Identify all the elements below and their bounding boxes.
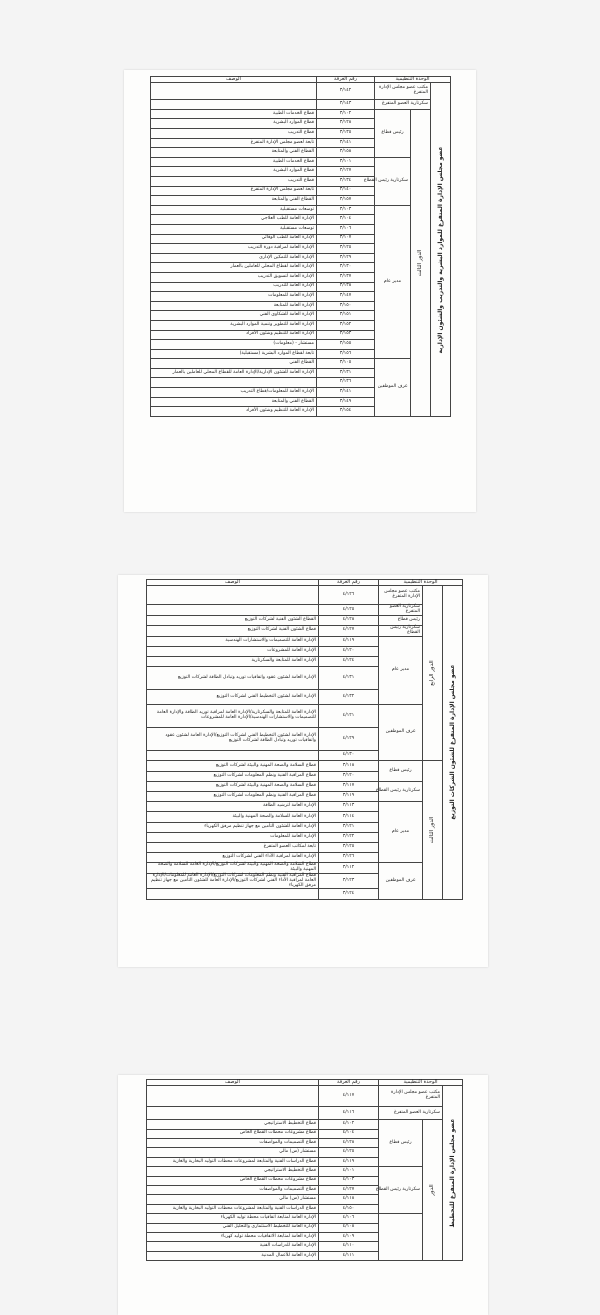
desc-cell: الإدارة العامة للتطوير وتنمية الموارد البشرية <box>151 320 317 330</box>
room-cell: ٤/١١٧ <box>319 1086 379 1107</box>
desc-cell: مستشار (س) مالي <box>147 1195 319 1204</box>
desc-cell: الإدارة العامة للتصميمات والاستشارات الهندسية <box>147 636 319 646</box>
room-cell: ٣/١٥٠ <box>317 301 375 311</box>
room-cell: ٣/١٤٩ <box>317 397 375 407</box>
room-cell: ٤/١٢١ <box>319 705 379 728</box>
room-header: رقم الغرفة <box>317 77 375 83</box>
unit-cell: رئيس قطاع <box>379 615 423 625</box>
room-cell: ٣/١٠٣ <box>317 205 375 215</box>
room-cell: ٤/١٢٠ <box>319 646 379 656</box>
room-cell: ٣/١٢٥ <box>319 842 379 852</box>
room-header: رقم الغرفة <box>319 1080 379 1086</box>
room-cell: ٣/١١٨ <box>319 761 379 771</box>
desc-cell: قطاع الموارد البشرية <box>151 167 317 177</box>
desc-cell: قطاع التصميمات والمواصفات <box>147 1185 319 1194</box>
room-cell: ٤/١٥٠ <box>319 1204 379 1213</box>
document-page-1 <box>124 70 476 512</box>
desc-cell <box>147 1107 319 1120</box>
desc-cell: الإدارة العامة لترشيد الطاقة <box>147 802 319 812</box>
desc-cell: الإدارة العامة للمتابعة والسكرتارية/الإدارة العامة لمراقبة توريد الطاقة والإدارة العامة للتصميمات والاستشارات الهندسية/الإدارة العامة للمشروعات <box>147 705 319 728</box>
table-row <box>147 586 463 605</box>
floor-label-text: الدور الثالث <box>416 249 423 277</box>
desc-cell: الإدارة العامة للطب الوقائي <box>151 234 317 244</box>
table-row <box>147 605 463 616</box>
table-row <box>147 626 463 637</box>
room-cell: ٤/١٢٨ <box>319 615 379 625</box>
room-cell: ٣/١١٤ <box>319 812 379 822</box>
unit-header: الوحدة التنظيمية <box>379 580 463 586</box>
room-cell: ٤/١١١ <box>319 1251 379 1260</box>
room-cell: ٤/١٢٩ <box>319 728 379 751</box>
desc-cell: القطاع الفني والمتابعة <box>151 397 317 407</box>
unit-group-cell: رئيس قطاع <box>379 1120 423 1167</box>
table-row <box>147 636 463 646</box>
table-row <box>151 109 451 119</box>
room-cell: ٣/١١٩ <box>319 792 379 802</box>
table-row <box>151 359 451 369</box>
room-cell: ٣/١٤٣ <box>317 100 375 110</box>
room-cell: ٣/١٢٥ <box>317 244 375 254</box>
room-cell: ٣/١٢٢ <box>319 832 379 842</box>
room-cell: ٤/١٢٥ <box>319 605 379 616</box>
desc-cell: الإدارة العامة للطب العلاجي <box>151 215 317 225</box>
room-cell: ٣/١٥٢ <box>317 320 375 330</box>
room-table-page-3 <box>146 1079 463 1261</box>
room-cell: ٣/١٣٧ <box>317 272 375 282</box>
desc-cell: الإدارة العامة لمراقبة دورة التدريب <box>151 244 317 254</box>
floor-label-3 <box>423 761 443 899</box>
desc-cell: قطاع المراقبة الفنية ونظم المعلومات لشركات التوزيع/الإدارة العامة للمعلومات/الإدارة العامة لمراقبة الأداء الفني لشركات التوزيع/الإدارة العامة للشئون التأمين مع جهاز تنظيم مرفق الكهرباء <box>147 873 319 888</box>
room-cell: ٣/١٢١ <box>319 822 379 832</box>
desc-cell: الإدارة العامة لمتابعة الاتفاقيات محطة توليد كهرباء <box>147 1232 319 1241</box>
room-cell: ٣/١٣٦ <box>317 378 375 388</box>
room-cell: ٣/١٤١ <box>317 138 375 148</box>
desc-cell: قطاع التدريب <box>151 129 317 139</box>
room-cell: ٤/١١٠ <box>319 1242 379 1251</box>
desc-cell: الإدارة العامة لشئون التخطيط الفني لشركات التوزيع <box>147 690 319 705</box>
desc-cell: الإدارة العامة للشكاوى الفني <box>151 311 317 321</box>
room-cell: ٣/١٥٨ <box>317 148 375 158</box>
desc-cell: الإدارة العامة للمتابعة <box>151 301 317 311</box>
desc-cell: قطاع المراقبة الفنية ونظم المعلومات لشركات التوزيع <box>147 792 319 802</box>
room-cell: ٣/١٥٧ <box>317 196 375 206</box>
room-cell: ٣/١٠٥ <box>317 359 375 369</box>
unit-group-cell: غرف الموظفين <box>379 863 423 899</box>
room-cell: ٣/١٠٢ <box>317 109 375 119</box>
room-cell: ٣/١٢٦ <box>319 853 379 863</box>
table-row <box>147 1086 463 1107</box>
main-unit-label <box>431 83 451 417</box>
desc-cell: الإدارة العامة للمتابعة والسكرتارية <box>147 657 319 667</box>
table-row <box>151 83 451 100</box>
desc-cell: قطاع الشئون الفنية لشركات التوزيع <box>147 626 319 637</box>
unit-group-cell: مدير عام <box>379 802 423 863</box>
room-cell: ٤/١١٦ <box>319 1107 379 1120</box>
unit-cell: سكرتارية العضو المتفرغ <box>379 1107 443 1120</box>
desc-cell <box>147 889 319 899</box>
unit-header: الوحدة التنظيمية <box>375 77 451 83</box>
table-row <box>151 100 451 110</box>
unit-cell: سكرتارية العضو المتفرغ <box>379 605 423 616</box>
room-cell: ٣/١٣١ <box>317 368 375 378</box>
table-row <box>151 205 451 215</box>
desc-cell: الإدارة العامة لشئون التخطيط الفني لشركات التوزيع/الإدارة العامة لشئون عقود واتفاقيات توريد وتبادل الطاقة لشركات التوزيع <box>147 728 319 751</box>
unit-group-cell: غرف الموظفين <box>379 705 423 761</box>
table-row <box>147 761 463 771</box>
unit-group-cell: سكرتارية رئيس القطاع <box>379 1167 423 1214</box>
room-cell: ٣/١٤٧ <box>317 292 375 302</box>
table-row <box>147 802 463 812</box>
table-row <box>147 1120 463 1129</box>
room-cell: ٣/١٢٨ <box>317 119 375 129</box>
desc-cell: الإدارة العامة للمعلومات <box>147 832 319 842</box>
room-cell: ٤/١٢٦ <box>319 586 379 605</box>
room-cell: ٣/١٢٣ <box>319 873 379 888</box>
room-cell: ٤/١١٨ <box>319 1195 379 1204</box>
room-cell: ٤/١٠٢ <box>319 1120 379 1129</box>
room-cell: ٣/١٥٦ <box>317 349 375 359</box>
room-cell: ٣/١٢٤ <box>319 889 379 899</box>
desc-cell: توسعات مستقبلية <box>151 224 317 234</box>
room-cell: ٤/١٣١ <box>319 667 379 690</box>
desc-cell: القطاع الفني والمتابعة <box>151 148 317 158</box>
unit-cell: سكرتارية العضو المتفرغ <box>375 100 431 110</box>
main-unit-label-text: عضو مجلس الإدارة المتفرغ للشئون الشركات التوزيع <box>448 664 456 821</box>
floor-label <box>411 109 431 416</box>
desc-cell: الإدارة العامة لشئون عقود واتفاقيات توريد وتبادل الطاقة لشركات التوزيع <box>147 667 319 690</box>
room-cell: ٤/١٢٥ <box>319 1148 379 1157</box>
table-row <box>147 1107 463 1120</box>
unit-group-cell <box>379 1214 423 1261</box>
unit-group-cell: رئيس قطاع <box>379 761 423 781</box>
room-cell: ٣/١٣٤ <box>317 177 375 187</box>
desc-cell: قطاع السلامة والصحة المهنية والبيئة لشركات التوزيع <box>147 781 319 791</box>
room-table-page-1 <box>150 76 451 417</box>
table-row <box>147 1167 463 1176</box>
room-cell: ٣/١٠٦ <box>317 224 375 234</box>
main-unit-label-text: عضو مجلس الإدارة المتفرغ للموارد البشرية والتدريب والشئون الإدارية <box>436 145 444 354</box>
desc-cell: الإدارة العامة للشئون الإدارية/الإدارة العامة للقطاع المحلي للعاملين بالعمار <box>151 368 317 378</box>
room-cell: ٤/١٠٦ <box>319 1214 379 1223</box>
unit-group-cell: رئيس قطاع <box>375 109 411 157</box>
desc-cell: قطاع مشروعات محطات القطاع الخاص <box>147 1129 319 1138</box>
desc-cell <box>147 605 319 616</box>
desc-cell: قطاع السلامة والصحة المهنية والبيئة لشركات التوزيع/الإدارة العامة للسلامة والصحة المهنية والبيئة <box>147 863 319 874</box>
desc-cell: قطاع السلامة والصحة المهنية والبيئة لشركات التوزيع <box>147 761 319 771</box>
room-cell: ٣/١٤١ <box>317 388 375 398</box>
table-row <box>147 705 463 728</box>
room-cell: ٣/١٥٣ <box>317 330 375 340</box>
desc-cell: الإدارة العامة للدراسات الفنية <box>147 1242 319 1251</box>
floor-label-text: الدور <box>428 1184 435 1196</box>
desc-cell: الإدارة العامة للتنظيم وشئون الأفراد <box>151 407 317 417</box>
document-page-2 <box>118 575 488 967</box>
desc-cell: قطاع التخطيط الاستراتيجي <box>147 1120 319 1129</box>
desc-cell: الإدارة العامة للتخطيط الاستثماري والتحليل الفني <box>147 1223 319 1232</box>
room-cell: ٤/١٣٠ <box>319 751 379 761</box>
desc-cell: الإدارة العامة للمشروعات <box>147 646 319 656</box>
desc-cell: القطاع الفني والمتابعة <box>151 196 317 206</box>
desc-cell: الإدارة العامة للتدريب <box>151 282 317 292</box>
desc-cell: الإدارة العامة للتمكين الإداري <box>151 253 317 263</box>
desc-cell: توسعات مستقبلية <box>151 205 317 215</box>
room-cell: ٣/١٢٩ <box>317 253 375 263</box>
unit-cell: مكتب عضو مجلس الإدارة المتفرغ <box>379 1086 443 1107</box>
desc-cell: قطاع الخدمات الطبية <box>151 157 317 167</box>
desc-cell <box>151 378 317 388</box>
desc-cell: قطاع المراقبة الفنية ونظم المعلومات لشركات التوزيع <box>147 771 319 781</box>
room-cell: ٤/١٠٨ <box>319 1223 379 1232</box>
desc-cell: قطاع التصميمات والمواصفات <box>147 1139 319 1148</box>
room-cell: ٣/١٤٢ <box>317 83 375 100</box>
room-cell: ٤/١٢٧ <box>319 626 379 637</box>
room-cell: ٣/١١٢ <box>319 863 379 874</box>
desc-cell: الإدارة العامة لقطاع المحلي للعاملين بالعمار <box>151 263 317 273</box>
desc-header: الوصف <box>147 1080 319 1086</box>
desc-cell: الإدارة العامة للسلامة والصحة المهنية والبيئة <box>147 812 319 822</box>
desc-cell: مستشار - (معلومات) <box>151 340 317 350</box>
desc-cell: مستشار (س) مالي <box>147 1148 319 1157</box>
desc-header: الوصف <box>147 580 319 586</box>
unit-group-cell: سكرتارية رئيس القطاع <box>375 157 411 205</box>
floor-label-3-text: الدور الثالث <box>428 816 435 844</box>
desc-cell: الإدارة العامة لمراقبة الأداء الفني لشركات التوزيع <box>147 853 319 863</box>
desc-cell <box>151 83 317 100</box>
desc-cell <box>147 586 319 605</box>
room-cell: ٤/١٢٤ <box>319 657 379 667</box>
floor-label <box>423 1120 443 1261</box>
desc-cell <box>147 751 319 761</box>
main-unit-label-text: عضو مجلس الإدارة المتفرغ للتخطيط <box>448 1118 456 1228</box>
room-cell: ٤/١١٩ <box>319 1157 379 1166</box>
desc-cell <box>147 1086 319 1107</box>
desc-cell: تابعة لمكاتب العضو المتفرغ <box>147 842 319 852</box>
desc-cell: الإدارة العامة للمعلومات <box>151 292 317 302</box>
desc-cell: الإدارة العامة لتسويق التدريب <box>151 272 317 282</box>
desc-cell: قطاع الموارد البشرية <box>151 119 317 129</box>
desc-cell: الإدارة العامة للشئون التأمين مع جهاز تنظيم مرفق الكهرباء <box>147 822 319 832</box>
unit-cell: سكرتارية رئيس القطاع <box>379 626 423 637</box>
desc-cell: قطاع التدريب <box>151 177 317 187</box>
room-cell: ٣/١٤٠ <box>317 186 375 196</box>
room-cell: ٤/١٢٧ <box>319 1185 379 1194</box>
room-cell: ٣/١٥٤ <box>317 407 375 417</box>
unit-cell: مكتب عضو مجلس الإدارة المتفرغ <box>379 586 423 605</box>
room-cell: ٤/١١٩ <box>319 636 379 646</box>
desc-cell: القطاع الفني <box>151 359 317 369</box>
desc-cell: قطاع مشروعات محطات القطاع الخاص <box>147 1176 319 1185</box>
table-row <box>147 863 463 874</box>
unit-header: الوحدة التنظيمية <box>379 1080 463 1086</box>
room-cell: ٤/١٠٤ <box>319 1129 379 1138</box>
desc-cell: الإدارة العامة للتنظيم وشئون الأفراد <box>151 330 317 340</box>
unit-cell: مكتب عضو مجلس الإدارة المتفرغ <box>375 83 431 100</box>
unit-group-cell: مدير عام <box>375 205 411 359</box>
desc-cell: قطاع الدراسات الفنية والمتابعة لمشروعات محطات التوليد البخارية والغازية <box>147 1157 319 1166</box>
room-cell: ٣/١٠١ <box>317 157 375 167</box>
desc-cell: الإدارة العامة لمتابعة اتفاقيات محطة توليد الكهرباء <box>147 1214 319 1223</box>
floor-label-4-text: الدور الرابع <box>428 660 435 687</box>
table-row <box>147 781 463 791</box>
room-cell: ٣/١٠٧ <box>317 234 375 244</box>
room-cell: ٣/١٢٠ <box>319 771 379 781</box>
room-cell: ٤/١٣٢ <box>319 690 379 705</box>
desc-cell: قطاع الخدمات الطبية <box>151 109 317 119</box>
desc-header: الوصف <box>151 77 317 83</box>
desc-cell: القطاع الشئون الفنية لشركات التوزيع <box>147 615 319 625</box>
room-cell: ٣/١١٣ <box>319 802 379 812</box>
desc-cell: الإدارة العامة للمعلومات/قطاع التدريب <box>151 388 317 398</box>
room-header: رقم الغرفة <box>319 580 379 586</box>
desc-cell: الإدارة العامة للأعمال المدنية <box>147 1251 319 1260</box>
room-table-page-2 <box>146 579 463 900</box>
unit-group-cell: مدير عام <box>379 636 423 705</box>
room-cell: ٣/١٠٤ <box>317 215 375 225</box>
room-cell: ٤/١٠٩ <box>319 1232 379 1241</box>
room-cell: ٤/١٢٨ <box>319 1139 379 1148</box>
table-row <box>151 157 451 167</box>
desc-cell: قطاع الدراسات الفنية والمتابعة لمشروعات محطات التوليد البخارية والغازية <box>147 1204 319 1213</box>
desc-cell: تابعة لعضو مجلس الإدارة المتفرغ <box>151 138 317 148</box>
room-cell: ٣/١٣٠ <box>317 263 375 273</box>
unit-group-cell: سكرتارية رئيس القطاع <box>379 781 423 801</box>
unit-group-cell: غرف الموظفين <box>375 359 411 417</box>
room-cell: ٤/١٠٣ <box>319 1176 379 1185</box>
floor-label-4 <box>423 586 443 761</box>
main-unit-label <box>443 1086 463 1261</box>
room-cell: ٣/١١٧ <box>319 781 379 791</box>
room-cell: ٣/١٥١ <box>317 311 375 321</box>
room-cell: ٣/١٢٧ <box>317 167 375 177</box>
table-row <box>147 1214 463 1223</box>
room-cell: ٣/١٣٥ <box>317 129 375 139</box>
desc-cell: قطاع التخطيط الاستراتيجي <box>147 1167 319 1176</box>
room-cell: ٤/١٠١ <box>319 1167 379 1176</box>
desc-cell: تابعة لقطاع الموارد البشرية (مستقبلية) <box>151 349 317 359</box>
room-cell: ٣/١٥٥ <box>317 340 375 350</box>
desc-cell: تابعة لعضو مجلس الإدارة المتفرغ <box>151 186 317 196</box>
main-unit-label <box>443 586 463 899</box>
desc-cell <box>151 100 317 110</box>
room-cell: ٣/١٣٨ <box>317 282 375 292</box>
document-page-3 <box>118 1075 488 1315</box>
